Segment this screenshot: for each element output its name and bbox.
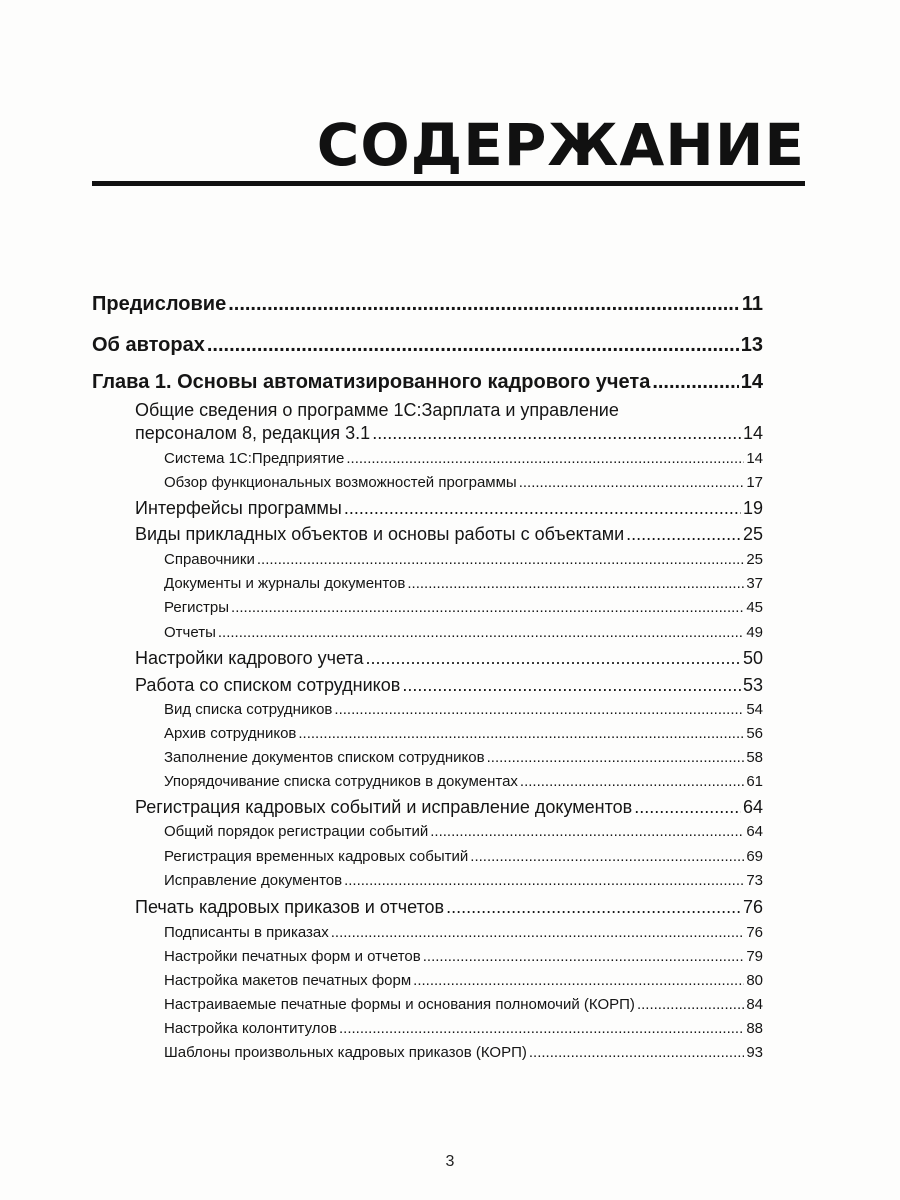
toc-entry-page: 56 [746, 725, 763, 742]
toc-entry-page: 80 [746, 972, 763, 989]
toc-entry-title: Настраиваемые печатные формы и основания полномочий (КОРП) [164, 996, 635, 1013]
toc-entry-page: 11 [741, 293, 763, 315]
toc-leader-dots [407, 575, 744, 592]
toc-leader-dots [430, 823, 744, 840]
toc-entry-page: 64 [742, 797, 763, 817]
toc-entry-printing[interactable] [135, 897, 763, 918]
toc-entry-print-settings[interactable] [164, 948, 763, 965]
toc-entry-list-view[interactable] [164, 701, 763, 718]
toc-entry-page: 37 [746, 575, 763, 592]
toc-leader-dots [470, 848, 744, 865]
toc-entry-page: 13 [740, 334, 763, 356]
page-number: 3 [445, 1153, 455, 1170]
toc-entry-archive[interactable] [164, 725, 763, 742]
toc-entry-title: Настройки кадрового учета [135, 648, 364, 668]
toc-entry-reports[interactable] [164, 624, 763, 641]
toc-entry-page: 14 [746, 450, 763, 467]
toc-entry-page: 88 [746, 1020, 763, 1037]
title-underline [92, 181, 805, 186]
toc-entry-page: 25 [746, 551, 763, 568]
toc-entry-title: Архив сотрудников [164, 725, 297, 742]
toc-entry-page: 49 [746, 624, 763, 641]
toc-leader-dots [637, 996, 744, 1013]
toc-leader-dots [344, 498, 741, 519]
toc-entry-documents[interactable] [164, 575, 763, 592]
toc-entry-title: Настройка колонтитулов [164, 1020, 337, 1037]
toc-entry-page: 58 [746, 749, 763, 766]
toc-entry-title: Исправление документов [164, 872, 343, 889]
toc-leader-dots [365, 648, 741, 669]
toc-entry-headers-footers[interactable] [164, 1020, 763, 1037]
toc-entry-fill-docs[interactable] [164, 749, 763, 766]
toc-leader-dots [413, 972, 744, 989]
toc-leader-dots [529, 1044, 744, 1061]
toc-entry-title: Предисловие [92, 293, 227, 315]
toc-entry-signers[interactable] [164, 924, 763, 941]
toc-leader-dots [402, 675, 741, 696]
toc-entry-title: Упорядочивание списка сотрудников в документах [164, 773, 518, 790]
toc-entry-object-types[interactable] [135, 524, 763, 545]
toc-entry-page: 17 [746, 474, 763, 491]
toc-leader-dots [652, 371, 738, 394]
toc-entry-page: 69 [746, 848, 763, 865]
toc-entry-temp-events[interactable] [164, 848, 763, 865]
toc-entry-title: Отчеты [164, 624, 216, 641]
toc-entry-page: 61 [746, 773, 763, 790]
toc-entry-general-info[interactable] [135, 423, 763, 444]
toc-entry-page: 76 [742, 897, 763, 917]
toc-entry-title: персоналом 8, редакция 3.1 [135, 423, 371, 443]
toc-leader-dots [344, 872, 744, 889]
toc-leader-dots [487, 749, 745, 766]
toc-entry-system[interactable] [164, 450, 763, 467]
toc-entry-employee-list[interactable] [135, 675, 763, 696]
toc-leader-dots [207, 334, 739, 357]
toc-entry-catalogs[interactable] [164, 551, 763, 568]
toc-entry-doc-correction[interactable] [164, 872, 763, 889]
toc-leader-dots [298, 725, 744, 742]
toc-entry-chapter-1[interactable] [92, 371, 763, 394]
toc-entry-title: Регистрация кадровых событий и исправление документов [135, 797, 633, 817]
toc-entry-title: Подписанты в приказах [164, 924, 329, 941]
toc-entry-custom-forms[interactable] [164, 996, 763, 1013]
toc-entry-title: Работа со списком сотрудников [135, 675, 401, 695]
toc-entry-title: Регистры [164, 599, 230, 616]
toc-entry-title: Регистрация временных кадровых событий [164, 848, 469, 865]
toc-leader-dots [228, 293, 740, 316]
toc-leader-dots [346, 450, 744, 467]
toc-leader-dots [218, 624, 744, 641]
toc-entry-title: Виды прикладных объектов и основы работы с объектами [135, 524, 625, 544]
toc-entry-title: Справочники [164, 551, 255, 568]
toc-entry-title: Шаблоны произвольных кадровых приказов (КОРП) [164, 1044, 527, 1061]
toc-entry-title: Документы и журналы документов [164, 575, 406, 592]
toc-entry-hr-settings[interactable] [135, 648, 763, 669]
toc-entry-page: 76 [746, 924, 763, 941]
toc-entry-title: Заполнение документов списком сотрудников [164, 749, 485, 766]
toc-entry-page: 93 [746, 1044, 763, 1061]
toc-entry-general-info-line1[interactable]: Общие сведения о программе 1С:Зарплата и управление [135, 400, 619, 420]
toc-entry-title: Настройки печатных форм и отчетов [164, 948, 421, 965]
toc-entry-title: Общий порядок регистрации событий [164, 823, 429, 840]
toc-entry-general-order[interactable] [164, 823, 763, 840]
toc-entry-sort-list[interactable] [164, 773, 763, 790]
toc-entry-authors[interactable] [92, 334, 763, 357]
toc-entry-page: 53 [742, 675, 763, 695]
toc-leader-dots [634, 797, 741, 818]
toc-entry-overview[interactable] [164, 474, 763, 491]
toc-leader-dots [257, 551, 744, 568]
toc-leader-dots [423, 948, 745, 965]
toc-entry-page: 25 [742, 524, 763, 544]
toc-entry-title: Печать кадровых приказов и отчетов [135, 897, 445, 917]
toc-entry-title: Обзор функциональных возможностей программы [164, 474, 517, 491]
toc-entry-templates[interactable] [164, 1044, 763, 1061]
toc-entry-title: Вид списка сотрудников [164, 701, 333, 718]
toc-leader-dots [520, 773, 744, 790]
toc-entry-registration[interactable] [135, 797, 763, 818]
toc-entry-page: 54 [746, 701, 763, 718]
toc-entry-title: Интерфейсы программы [135, 498, 342, 518]
toc-entry-interfaces[interactable] [135, 498, 763, 519]
toc-entry-page: 50 [742, 648, 763, 668]
toc-entry-page: 14 [740, 371, 763, 393]
toc-leader-dots [626, 524, 741, 545]
toc-entry-preface[interactable] [92, 293, 763, 316]
toc-entry-registers[interactable] [164, 599, 763, 616]
toc-entry-page: 84 [746, 996, 763, 1013]
toc-leader-dots [446, 897, 741, 918]
toc-entry-page: 14 [742, 423, 763, 443]
toc-entry-title: Настройка макетов печатных форм [164, 972, 412, 989]
toc-leader-dots [334, 701, 744, 718]
toc-leader-dots [231, 599, 744, 616]
toc-entry-title: Глава 1. Основы автоматизированного кадрового учета [92, 371, 651, 393]
toc-entry-page: 73 [746, 872, 763, 889]
toc-entry-layout-settings[interactable] [164, 972, 763, 989]
toc-entry-page: 19 [742, 498, 763, 518]
toc-entry-page: 64 [746, 823, 763, 840]
toc-leader-dots [372, 423, 741, 444]
toc-entry-page: 79 [746, 948, 763, 965]
toc-entry-page: 45 [746, 599, 763, 616]
toc-leader-dots [519, 474, 745, 491]
page-title: СОДЕРЖАНИЕ [316, 111, 805, 179]
toc-leader-dots [331, 924, 745, 941]
toc-entry-title: Об авторах [92, 334, 205, 356]
toc-entry-title: Система 1С:Предприятие [164, 450, 345, 467]
toc-leader-dots [339, 1020, 744, 1037]
